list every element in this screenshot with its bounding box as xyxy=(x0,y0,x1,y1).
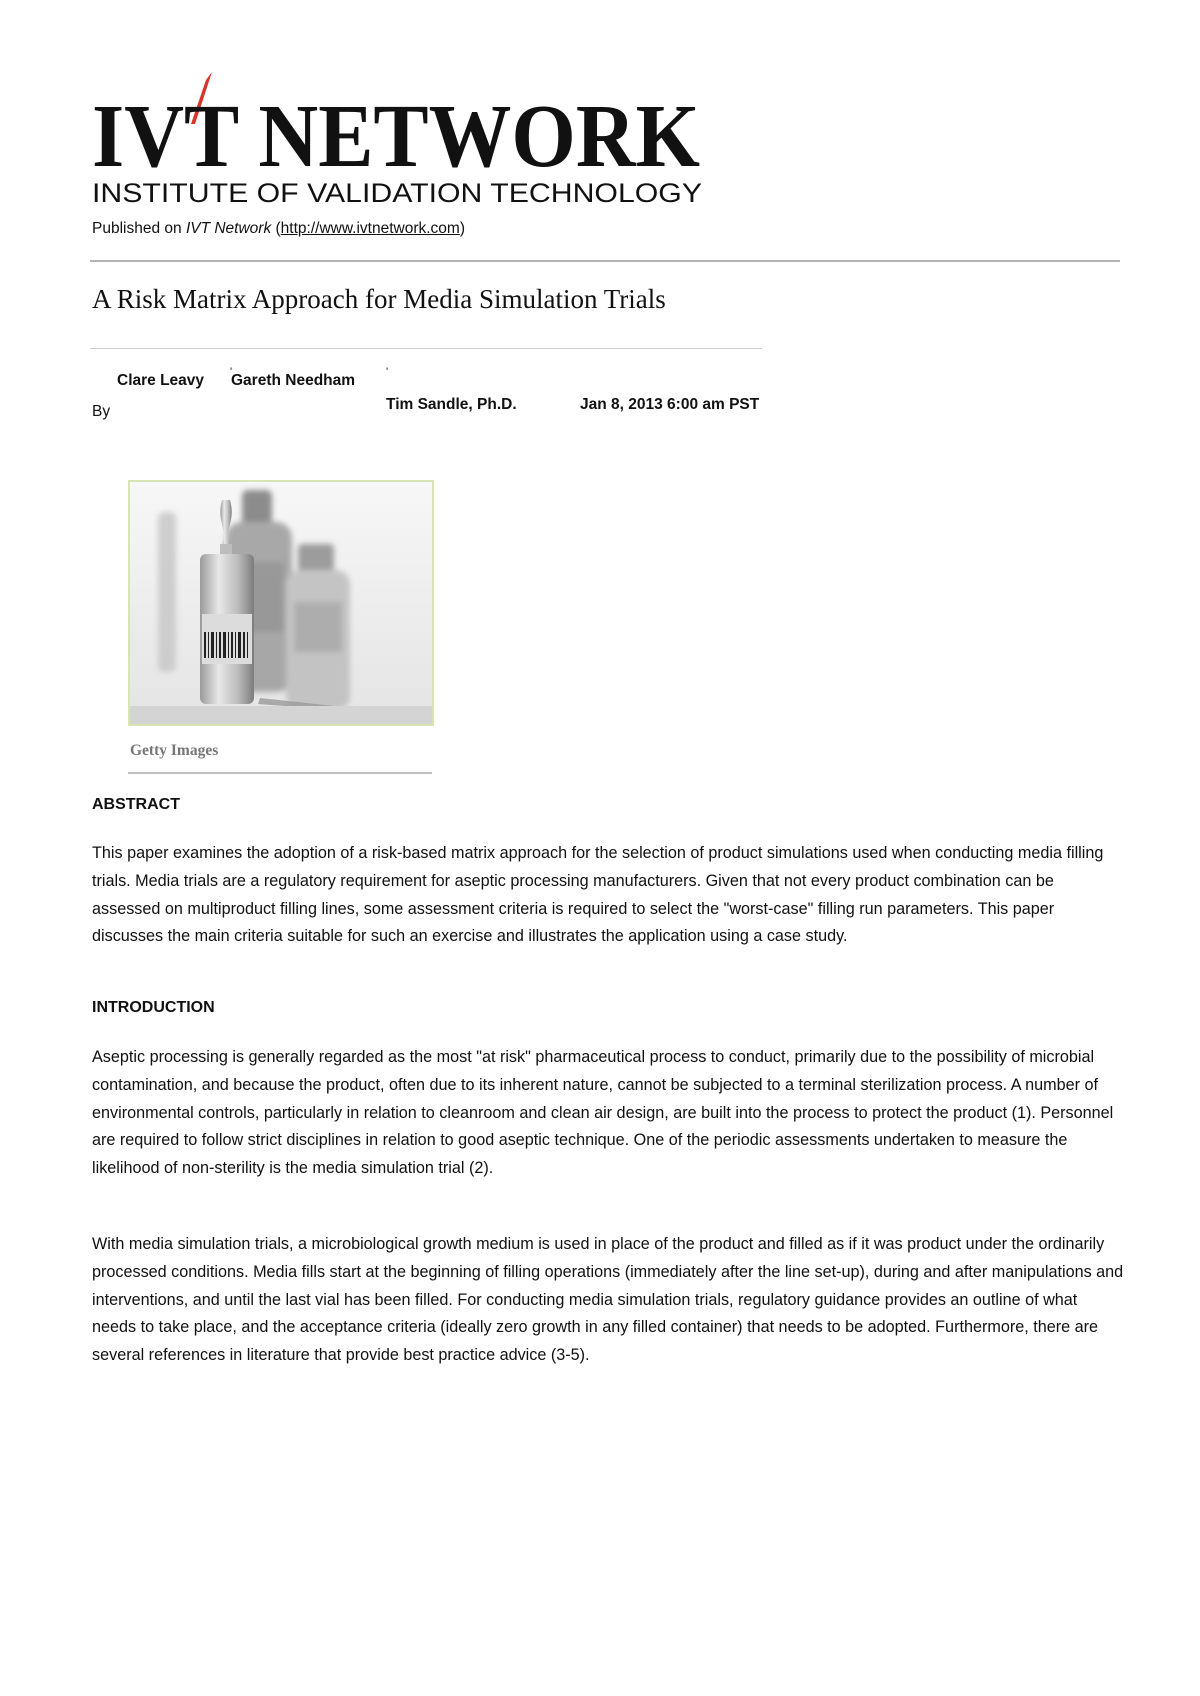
url-open-paren: ( xyxy=(271,220,281,237)
published-on-line xyxy=(92,220,465,238)
abstract-paragraph: This paper examines the adoption of a risk-based matrix approach for the selection of product simulations used when conducting media filling trials. Media trials are a regulatory requirement for aseptic processing manufacturers. Given that not every product combination can be assessed on multiproduct filling lines, some assessment criteria is required to select the "worst-case" filling run parameters. This paper discusses the main criteria suitable for such an exercise and illustrates the application using a case study. xyxy=(92,844,1104,946)
byline-label: By xyxy=(92,403,111,420)
ivt-network-logo xyxy=(92,66,712,216)
author-clare-leavy: Clare Leavy xyxy=(117,372,205,389)
logo-wordmark: IVT NETWORK xyxy=(92,87,700,186)
author-gareth-needham: Gareth Needham xyxy=(231,372,356,389)
introduction-paragraph-2: With media simulation trials, a microbiological growth medium is used in place of the product and filled as if it was product under the ordinarily processed conditions. Media fills start at the beginning of filling operations (immediately after the line set-up), during and after manipulations and interventions, and until the last vial has been filled. For conducting media simulation trials, regulatory guidance provides an outline of what needs to take place, and the acceptance criteria (ideally zero growth in any filled container) that needs to be adopted. Furthermore, there are several references in literature that provide best practice advice (3-5). xyxy=(92,1235,1124,1365)
site-name: IVT Network xyxy=(185,220,272,237)
introduction-paragraph-1: Aseptic processing is generally regarded as the most "at risk" pharmaceutical process to conduct, primarily due to the possibility of microbial contamination, and because the product, often due to its inherent nature, cannot be subjected to a terminal sterilization process. A number of environmental controls, particularly in relation to cleanroom and clean air design, are built into the process to protect the product (1). Personnel are required to follow strict disciplines in relation to good aseptic technique. One of the periodic assessments undertaken to measure the likelihood of non-sterility is the media simulation trial (2). xyxy=(92,1048,1114,1178)
caption-divider xyxy=(128,772,432,774)
image-caption: Getty Images xyxy=(130,742,219,759)
url-close-paren: ) xyxy=(459,220,466,237)
logo-subtitle: INSTITUTE OF VALIDATION TECHNOLOGY xyxy=(92,178,702,208)
vials-photo-illustration xyxy=(130,482,432,724)
title-divider xyxy=(90,348,762,349)
introduction-heading: INTRODUCTION xyxy=(92,999,215,1016)
abstract-heading: ABSTRACT xyxy=(92,796,180,813)
article-image xyxy=(128,480,434,726)
site-url-link[interactable]: http://www.ivtnetwork.com xyxy=(280,220,460,237)
header-divider xyxy=(90,260,1120,262)
published-prefix: Published on xyxy=(92,220,186,237)
author-separator-tick: ' xyxy=(386,366,389,378)
author-tim-sandle: Tim Sandle, Ph.D. xyxy=(386,396,517,413)
publish-date: Jan 8, 2013 6:00 am PST xyxy=(580,396,760,413)
author-separator-tick: ' xyxy=(230,366,233,378)
logo-graphic xyxy=(92,66,712,216)
article-title: A Risk Matrix Approach for Media Simulation Trials xyxy=(92,284,666,314)
